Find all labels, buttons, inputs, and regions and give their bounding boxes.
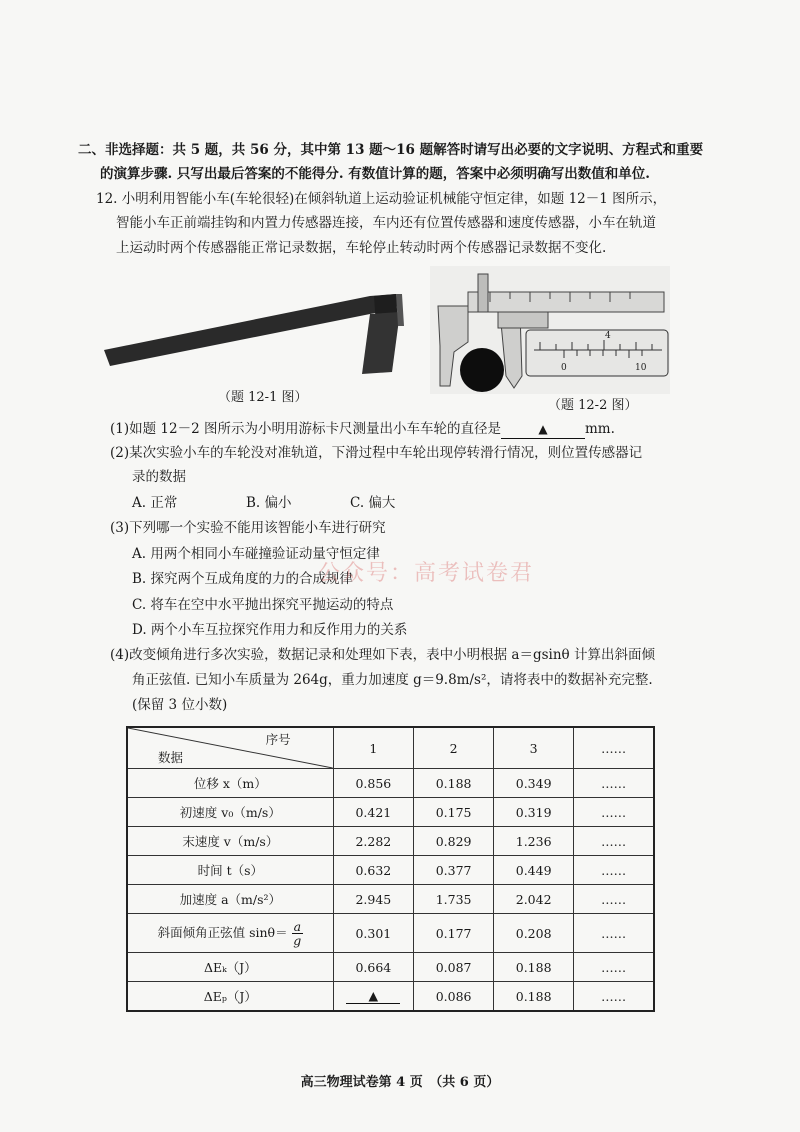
table-row xyxy=(127,914,654,953)
column-header: 1 xyxy=(333,727,413,769)
table-corner-cell xyxy=(127,727,333,769)
table-cell: 0.856 xyxy=(333,769,413,798)
column-header: 2 xyxy=(414,727,494,769)
table-cell: 0.449 xyxy=(494,856,574,885)
table-cell: 0.421 xyxy=(333,798,413,827)
table-row xyxy=(127,856,654,885)
table-cell: 1.236 xyxy=(494,827,574,856)
table-cell: 0.087 xyxy=(414,953,494,982)
watermark: 公众号：高考试卷君 xyxy=(318,561,535,586)
table-cell: …… xyxy=(574,982,654,1012)
table-cell: 0.377 xyxy=(414,856,494,885)
q12-intro-line1: 12. 小明利用智能小车(车轮很轻)在倾斜轨道上运动验证机械能守恒定律，如题 12－1 图所示， xyxy=(96,191,667,207)
table-cell: 1.735 xyxy=(414,885,494,914)
q3-option-d: D. 两个小车互拉探究作用力和反作用力的关系 xyxy=(132,622,408,638)
caliper-main-scale-label: 4 xyxy=(605,331,611,341)
row-label: ΔEₚ（J） xyxy=(127,982,333,1012)
header-data: 数据 xyxy=(158,750,184,765)
row-label: 时间 t（s） xyxy=(127,856,333,885)
q2-option-c: C. 偏大 xyxy=(350,495,396,511)
q2-line2: 录的数据 xyxy=(132,469,186,485)
table-cell: 0.177 xyxy=(414,914,494,953)
data-table xyxy=(126,726,655,1012)
table-row xyxy=(127,885,654,914)
q1-line xyxy=(110,420,615,439)
row-label: 末速度 v（m/s） xyxy=(127,827,333,856)
section-heading-line2: 的演算步骤. 只写出最后答案的不能得分. 有数值计算的题，答案中必须明确写出数值和单位. xyxy=(100,166,650,182)
caliper-vernier-left-label: 0 xyxy=(561,363,567,373)
section-heading-line1: 二、非选择题：共 5 题，共 56 分，其中第 13 题～16 题解答时请写出必要的文字说明、方程式和重要 xyxy=(78,142,704,158)
table-cell: 0.664 xyxy=(333,953,413,982)
page-footer: 高三物理试卷第 4 页 （共 6 页） xyxy=(300,1075,500,1090)
table-cell: 0.188 xyxy=(494,982,574,1012)
table-cell: 2.945 xyxy=(333,885,413,914)
table-header-row xyxy=(127,727,654,769)
q3-option-b: B. 探究两个互成角度的力的合成规律 xyxy=(132,571,354,587)
table-cell: 2.282 xyxy=(333,827,413,856)
fig12-1-caption: （题 12-1 图） xyxy=(218,390,308,405)
table-row xyxy=(127,798,654,827)
q12-intro-line3: 上运动时两个传感器能正常记录数据，车轮停止转动时两个传感器记录数据不变化. xyxy=(116,240,607,256)
table-row xyxy=(127,769,654,798)
fig12-2-caption: （题 12-2 图） xyxy=(548,398,638,413)
answer-blank-cell[interactable] xyxy=(333,982,413,1012)
row-label: ΔEₖ（J） xyxy=(127,953,333,982)
table-cell: …… xyxy=(574,885,654,914)
q2-option-b: B. 偏小 xyxy=(246,495,292,511)
frac-numerator: a xyxy=(293,918,302,934)
table-cell: 0.208 xyxy=(494,914,574,953)
q12-intro-line2: 智能小车正前端挂钩和内置力传感器连接，车内还有位置传感器和速度传感器，小车在轨道 xyxy=(116,215,656,231)
table-cell: 2.042 xyxy=(494,885,574,914)
vernier-caliper-figure xyxy=(430,266,670,394)
table-cell: …… xyxy=(574,798,654,827)
table-cell: 0.301 xyxy=(333,914,413,953)
frac-denominator: g xyxy=(293,932,302,948)
table-cell: …… xyxy=(574,827,654,856)
table-cell: …… xyxy=(574,856,654,885)
table-row xyxy=(127,982,654,1012)
column-header: …… xyxy=(574,727,654,769)
table-cell: …… xyxy=(574,953,654,982)
table-cell: 0.829 xyxy=(414,827,494,856)
q1-unit: mm. xyxy=(584,421,615,437)
q1-answer-blank[interactable] xyxy=(501,420,585,439)
q2-option-a: A. 正常 xyxy=(132,495,178,511)
table-cell: 0.349 xyxy=(494,769,574,798)
q4-line2: 角正弦值. 已知小车质量为 264g，重力加速度 g＝9.8m/s²，请将表中的数据补充完整. xyxy=(132,672,653,688)
q3-option-c: C. 将车在空中水平抛出探究平抛运动的特点 xyxy=(132,597,394,613)
table-cell: 0.632 xyxy=(333,856,413,885)
q3-text: (3)下列哪一个实验不能用该智能小车进行研究 xyxy=(110,520,386,536)
table-cell: 0.086 xyxy=(414,982,494,1012)
q4-line1: (4)改变倾角进行多次实验，数据记录和处理如下表，表中小明根据 a＝gsinθ 计算出斜面倾 xyxy=(110,647,655,663)
row-label: 初速度 v₀（m/s） xyxy=(127,798,333,827)
answer-marker-icon: ▲ xyxy=(538,422,548,436)
inclined-track-figure xyxy=(100,284,410,374)
table-cell: …… xyxy=(574,769,654,798)
caliper-vernier-right-label: 10 xyxy=(635,363,647,373)
q3-option-a: A. 用两个相同小车碰撞验证动量守恒定律 xyxy=(132,546,380,562)
table-row xyxy=(127,953,654,982)
header-seq: 序号 xyxy=(265,732,291,747)
column-header: 3 xyxy=(494,727,574,769)
table-row xyxy=(127,827,654,856)
q1-text: (1)如题 12－2 图所示为小明用游标卡尺测量出小车车轮的直径是 xyxy=(110,421,501,437)
row-label-sine xyxy=(127,914,333,953)
table-cell: 0.319 xyxy=(494,798,574,827)
q4-line3: (保留 3 位小数) xyxy=(132,697,228,713)
row-label: 位移 x（m） xyxy=(127,769,333,798)
answer-marker-icon: ▲ xyxy=(346,988,400,1004)
table-cell: …… xyxy=(574,914,654,953)
sine-label-prefix: 斜面倾角正弦值 sinθ＝ xyxy=(157,924,288,940)
table-cell: 0.188 xyxy=(414,769,494,798)
fraction-a-over-g xyxy=(292,920,303,947)
q2-line1: (2)某次实验小车的车轮没对准轨道，下滑过程中车轮出现停转滑行情况，则位置传感器记 xyxy=(110,445,643,461)
row-label: 加速度 a（m/s²） xyxy=(127,885,333,914)
table-cell: 0.175 xyxy=(414,798,494,827)
table-cell: 0.188 xyxy=(494,953,574,982)
